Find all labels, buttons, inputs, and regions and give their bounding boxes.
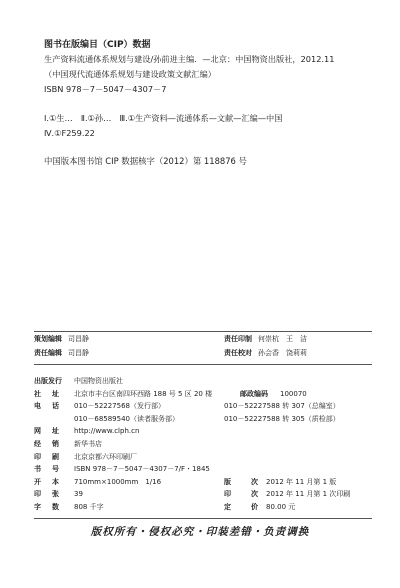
responsible-editor-label: 责任编辑 bbox=[34, 349, 62, 357]
sheets-label: 印 张 bbox=[34, 490, 61, 499]
edition-value: 2012 年 11 月第 1 版 bbox=[266, 477, 337, 486]
printer-value: 北京京都六环印刷厂 bbox=[74, 452, 137, 461]
isbn-label: 书 号 bbox=[34, 465, 61, 474]
phone-reader-service: 010－68589540（读者服务部） bbox=[74, 414, 179, 423]
row-sheets bbox=[34, 488, 374, 501]
format-value: 710mm×1000mm 1/16 bbox=[74, 477, 162, 486]
divider-middle bbox=[34, 364, 372, 365]
word-count-label: 字 数 bbox=[34, 502, 61, 511]
print-supervisor bbox=[224, 334, 307, 345]
row-words bbox=[34, 501, 374, 514]
planning-editor-value: 司昌静 bbox=[68, 335, 89, 343]
sheets-value: 39 bbox=[74, 490, 83, 499]
price-value: 80.00 元 bbox=[266, 502, 296, 511]
publisher-label: 出版发行 bbox=[34, 377, 62, 385]
edition-label: 版 次 bbox=[224, 477, 260, 486]
responsible-editor-value: 司昌静 bbox=[68, 349, 89, 357]
publication-info bbox=[34, 375, 374, 514]
cip-title-line: 生产资料流通体系规划与建设/孙前进主编．—北京：中国物资出版社，2012.11 bbox=[44, 54, 335, 64]
address-label: 社 址 bbox=[34, 389, 61, 398]
row-web bbox=[34, 425, 374, 438]
row-isbn bbox=[34, 463, 374, 476]
web-label: 网 址 bbox=[34, 427, 61, 436]
impression-label: 印 次 bbox=[224, 490, 260, 499]
cip-core-number: 中国版本图书馆 CIP 数据核字（2012）第 118876 号 bbox=[44, 156, 247, 166]
cip-isbn-line: ISBN 978－7－5047－4307－7 bbox=[44, 84, 167, 94]
cip-subject-line: Ⅰ.①生… Ⅱ.①孙… Ⅲ.①生产资料—流通体系—文献—汇编—中国 bbox=[44, 113, 283, 123]
row-phone-1 bbox=[34, 400, 374, 413]
web-value: http://www.clph.cn bbox=[74, 427, 140, 436]
impression-value: 2012 年 11 月第 1 次印刷 bbox=[266, 490, 351, 499]
divider-top bbox=[34, 331, 372, 332]
proofreader bbox=[224, 348, 307, 359]
cip-series-line: （中国现代流通体系规划与建设政策文献汇编） bbox=[44, 69, 216, 79]
row-phone-2 bbox=[34, 413, 374, 426]
print-supervisor-label: 责任印制 bbox=[224, 335, 252, 343]
price-label: 定 价 bbox=[224, 502, 260, 511]
distributor-value: 新华书店 bbox=[74, 439, 102, 448]
postcode-value: 100070 bbox=[280, 389, 307, 398]
row-size bbox=[34, 476, 374, 489]
phone-quality: 010－52227588 转 305（质检部） bbox=[224, 414, 340, 423]
phone-label: 电 话 bbox=[34, 402, 61, 411]
postcode-label: 邮政编码 bbox=[240, 389, 268, 398]
proofreader-label: 责任校对 bbox=[224, 349, 252, 357]
row-publisher bbox=[34, 375, 374, 388]
divider-bottom bbox=[34, 518, 372, 519]
distributor-label: 经 销 bbox=[34, 439, 61, 448]
planning-editor-label: 策划编辑 bbox=[34, 335, 62, 343]
row-address bbox=[34, 388, 374, 401]
cip-classification-line: Ⅳ.①F259.22 bbox=[44, 128, 95, 138]
planning-editor bbox=[34, 334, 89, 345]
address-value: 北京市丰台区南四环西路 188 号 5 区 20 楼 bbox=[74, 389, 213, 398]
isbn-value: ISBN 978－7－5047－4307－7/F・1845 bbox=[74, 465, 210, 474]
responsible-editor bbox=[34, 348, 89, 359]
cip-block bbox=[44, 38, 384, 168]
printer-label: 印 刷 bbox=[34, 452, 61, 461]
copyright-notice: 版权所有・侵权必究・印装差错・负责调换 bbox=[90, 526, 310, 538]
cip-title: 图书在版编目（CIP）数据 bbox=[44, 40, 151, 50]
format-label: 开 本 bbox=[34, 477, 61, 486]
phone-editorial: 010－52227588 转 307（总编室） bbox=[224, 402, 340, 411]
print-supervisor-value: 何崇杭 王 洁 bbox=[258, 335, 307, 343]
row-printer bbox=[34, 451, 374, 464]
proofreader-value: 孙会香 饶莉莉 bbox=[258, 349, 307, 357]
phone-sales: 010－52227568（发行部） bbox=[74, 402, 165, 411]
word-count-value: 808 千字 bbox=[74, 502, 104, 511]
row-distributor bbox=[34, 438, 374, 451]
publisher-value: 中国物资出版社 bbox=[74, 377, 123, 385]
